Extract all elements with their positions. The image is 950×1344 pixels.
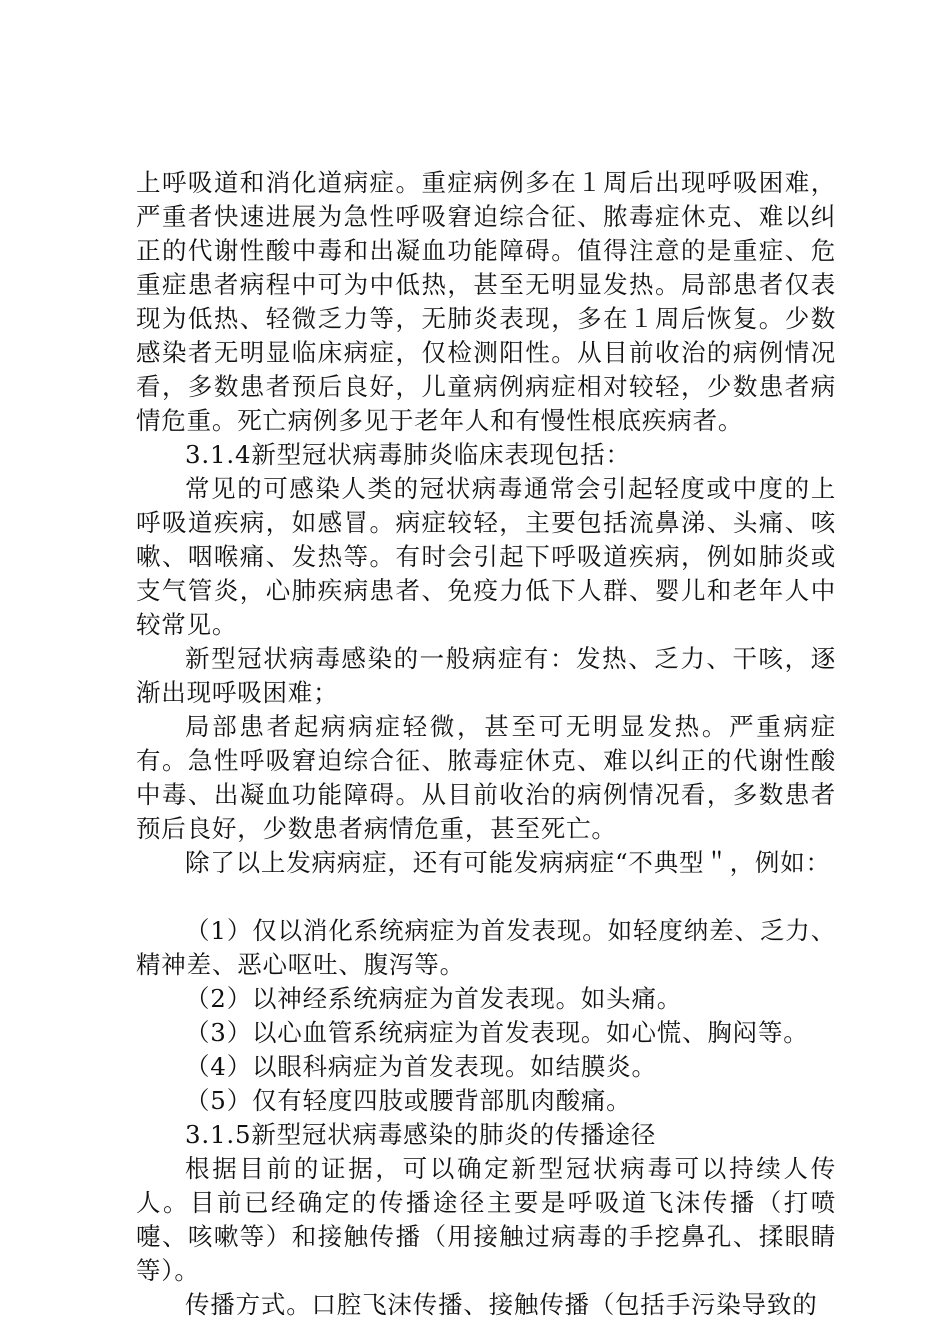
paragraph-severe-symptoms: 局部患者起病病症轻微，甚至可无明显发热。严重病症有。急性呼吸窘迫综合征、脓毒症休克、难以纠正的代谢性酸中毒、出凝血功能障碍。从目前收治的病例情况看，多数患者预后良好，少数患者病情危重，甚至死亡。 [136, 712, 836, 843]
paragraph-general-symptoms: 新型冠状病毒感染的一般病症有：发热、乏力、干咳，逐渐出现呼吸困难； [136, 644, 836, 707]
list-item-atypical-1: （1）仅以消化系统病症为首发表现。如轻度纳差、乏力、精神差、恶心呕吐、腹泻等。 [136, 916, 836, 979]
list-item-atypical-4: （4）以眼科病症为首发表现。如结膜炎。 [185, 1052, 657, 1081]
section-heading-3-1-5: 3.1.5新型冠状病毒感染的肺炎的传播途径 [185, 1120, 657, 1149]
list-item-atypical-2: （2）以神经系统病症为首发表现。如头痛。 [185, 984, 683, 1013]
paragraph-common-coronavirus: 常见的可感染人类的冠状病毒通常会引起轻度或中度的上呼吸道疾病，如感冒。病症较轻，主要包括流鼻涕、头痛、咳嗽、咽喉痛、发热等。有时会引起下呼吸道疾病，例如肺炎或支气管炎，心肺疾病患者、免疫力低下人群、婴儿和老年人中较常见。 [136, 474, 836, 639]
list-item-atypical-3: （3）以心血管系统病症为首发表现。如心慌、胸闷等。 [185, 1018, 809, 1047]
paragraph-transmission-modes: 传播方式。口腔飞沫传播、接触传播（包括手污染导致的 [185, 1290, 818, 1319]
list-item-atypical-5: （5）仅有轻度四肢或腰背部肌肉酸痛。 [185, 1086, 632, 1115]
document-body [136, 166, 836, 1322]
paragraph-atypical-intro: 除了以上发病病症，还有可能发病病症“不典型＂，例如： [185, 848, 831, 877]
paragraph-symptoms-course: 上呼吸道和消化道病症。重症病例多在１周后出现呼吸困难，严重者快速进展为急性呼吸窘迫综合征、脓毒症休克、难以纠正的代谢性酸中毒和出凝血功能障碍。值得注意的是重症、危重症患者病程中可为中低热，甚至无明显发热。局部患者仅表现为低热、轻微乏力等，无肺炎表现，多在１周后恢复。少数感染者无明显临床病症，仅检测阳性。从目前收治的病例情况看，多数患者预后良好，儿童病例病症相对较轻，少数患者病情危重。死亡病例多见于老年人和有慢性根底疾病者。 [136, 168, 836, 435]
paragraph-transmission-evidence: 根据目前的证据，可以确定新型冠状病毒可以持续人传人。目前已经确定的传播途径主要是呼吸道飞沫传播（打喷嚏、咳嗽等）和接触传播（用接触过病毒的手挖鼻孔、揉眼睛等）。 [136, 1154, 836, 1285]
spacer [136, 880, 836, 914]
section-heading-3-1-4: 3.1.4新型冠状病毒肺炎临床表现包括： [185, 440, 631, 469]
